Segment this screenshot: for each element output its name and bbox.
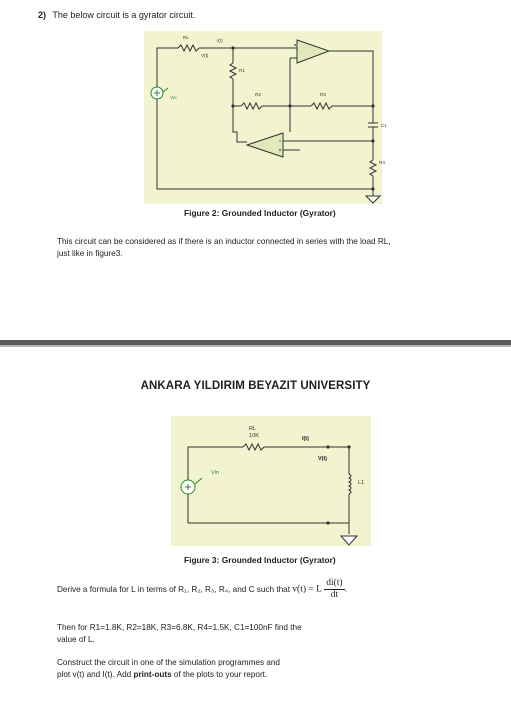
question-number: 2): [38, 10, 47, 20]
ground-symbol: [341, 536, 357, 545]
page-separator-shadow: [0, 345, 511, 347]
figure2-caption: Figure 2: Grounded Inductor (Gyrator): [184, 208, 336, 218]
construct-post: of the plots to your report.: [171, 670, 268, 679]
fig2-label-rl: RL: [183, 35, 189, 40]
paragraph-inductor: [57, 236, 507, 260]
figure2-circuit: [0, 0, 511, 220]
fig3-label-vin: Vin: [211, 470, 219, 476]
junction-dot: [326, 521, 329, 524]
university-title: ANKARA YILDIRIM BEYAZIT UNIVERSITY: [140, 380, 371, 392]
rl-resistor: [243, 444, 264, 450]
junction-dot: [371, 139, 374, 142]
paragraph-line: value of L.: [57, 635, 95, 644]
paragraph-line: Construct the circuit in one of the simulation programmes and: [57, 658, 280, 667]
junction-dot: [288, 104, 291, 107]
paragraph-values: [57, 622, 387, 646]
wire: [329, 51, 373, 106]
wire: [157, 48, 178, 87]
paragraph-construct: [57, 657, 387, 681]
junction-dot: [371, 104, 374, 107]
formula-denominator: dt: [330, 590, 339, 600]
wire: [233, 106, 247, 142]
paragraph-line: [57, 669, 387, 681]
lower-opamp: [247, 133, 283, 157]
paragraph-line: just like in figure3.: [57, 249, 123, 258]
junction-dot: [371, 187, 374, 190]
rl-resistor: [178, 45, 199, 51]
r1-resistor: [230, 63, 236, 79]
ground-symbol: [366, 196, 380, 203]
r2-resistor: [241, 103, 262, 109]
question-text: The below circuit is a gyrator circuit.: [52, 10, 196, 20]
figure3-caption: Figure 3: Grounded Inductor (Gyrator): [184, 555, 336, 565]
figure3-circuit: [0, 400, 511, 560]
fig2-label-vt: V(t): [201, 53, 209, 58]
junction-dot: [231, 46, 234, 49]
fig2-label-r1: R1: [239, 68, 245, 73]
formula-fraction: [324, 578, 344, 601]
derive-line: [57, 578, 502, 601]
fig2-label-vin: Vin: [170, 95, 177, 100]
fig3-label-l1: L1: [358, 480, 365, 486]
fig3-label-it: I(t): [302, 436, 309, 442]
fig2-label-r3: R3: [320, 92, 326, 97]
junction-dot: [347, 445, 350, 448]
r4-resistor: [370, 160, 376, 176]
construct-bold: print-outs: [133, 670, 172, 679]
junction-dot: [326, 445, 329, 448]
construct-pre: plot v(t) and I(t). Add: [57, 670, 134, 679]
fig2-label-it: I(t): [217, 38, 223, 43]
fig3-label-rl: RL: [249, 426, 257, 432]
fig3-label-vt: V(t): [318, 456, 327, 462]
fig2-label-c1: C1: [381, 123, 387, 128]
paragraph-line: This circuit can be considered as if there is an inductor connected in series with the load RL,: [57, 237, 391, 246]
formula-lhs: v(t) = L: [292, 584, 322, 595]
wire: [233, 79, 241, 106]
junction-dot: [231, 104, 234, 107]
fig2-label-r4: R4: [379, 160, 385, 165]
l1-inductor: [349, 474, 351, 494]
wire: [188, 494, 349, 523]
paragraph-line: Then for R1=1.8K, R2=18K, R3=6.8K, R4=1.5K, C1=100nF find the: [57, 623, 302, 632]
fig2-label-r2: R2: [255, 92, 261, 97]
upper-opamp: [297, 40, 329, 63]
fig3-label-rl-value: 10K: [249, 433, 259, 439]
formula-end: .: [344, 584, 347, 595]
derive-text: Derive a formula for L in terms of R₁, R₂, R₃, R₄, and C such that: [57, 585, 290, 594]
r3-resistor: [311, 103, 332, 109]
formula-numerator: di(t): [326, 578, 343, 588]
